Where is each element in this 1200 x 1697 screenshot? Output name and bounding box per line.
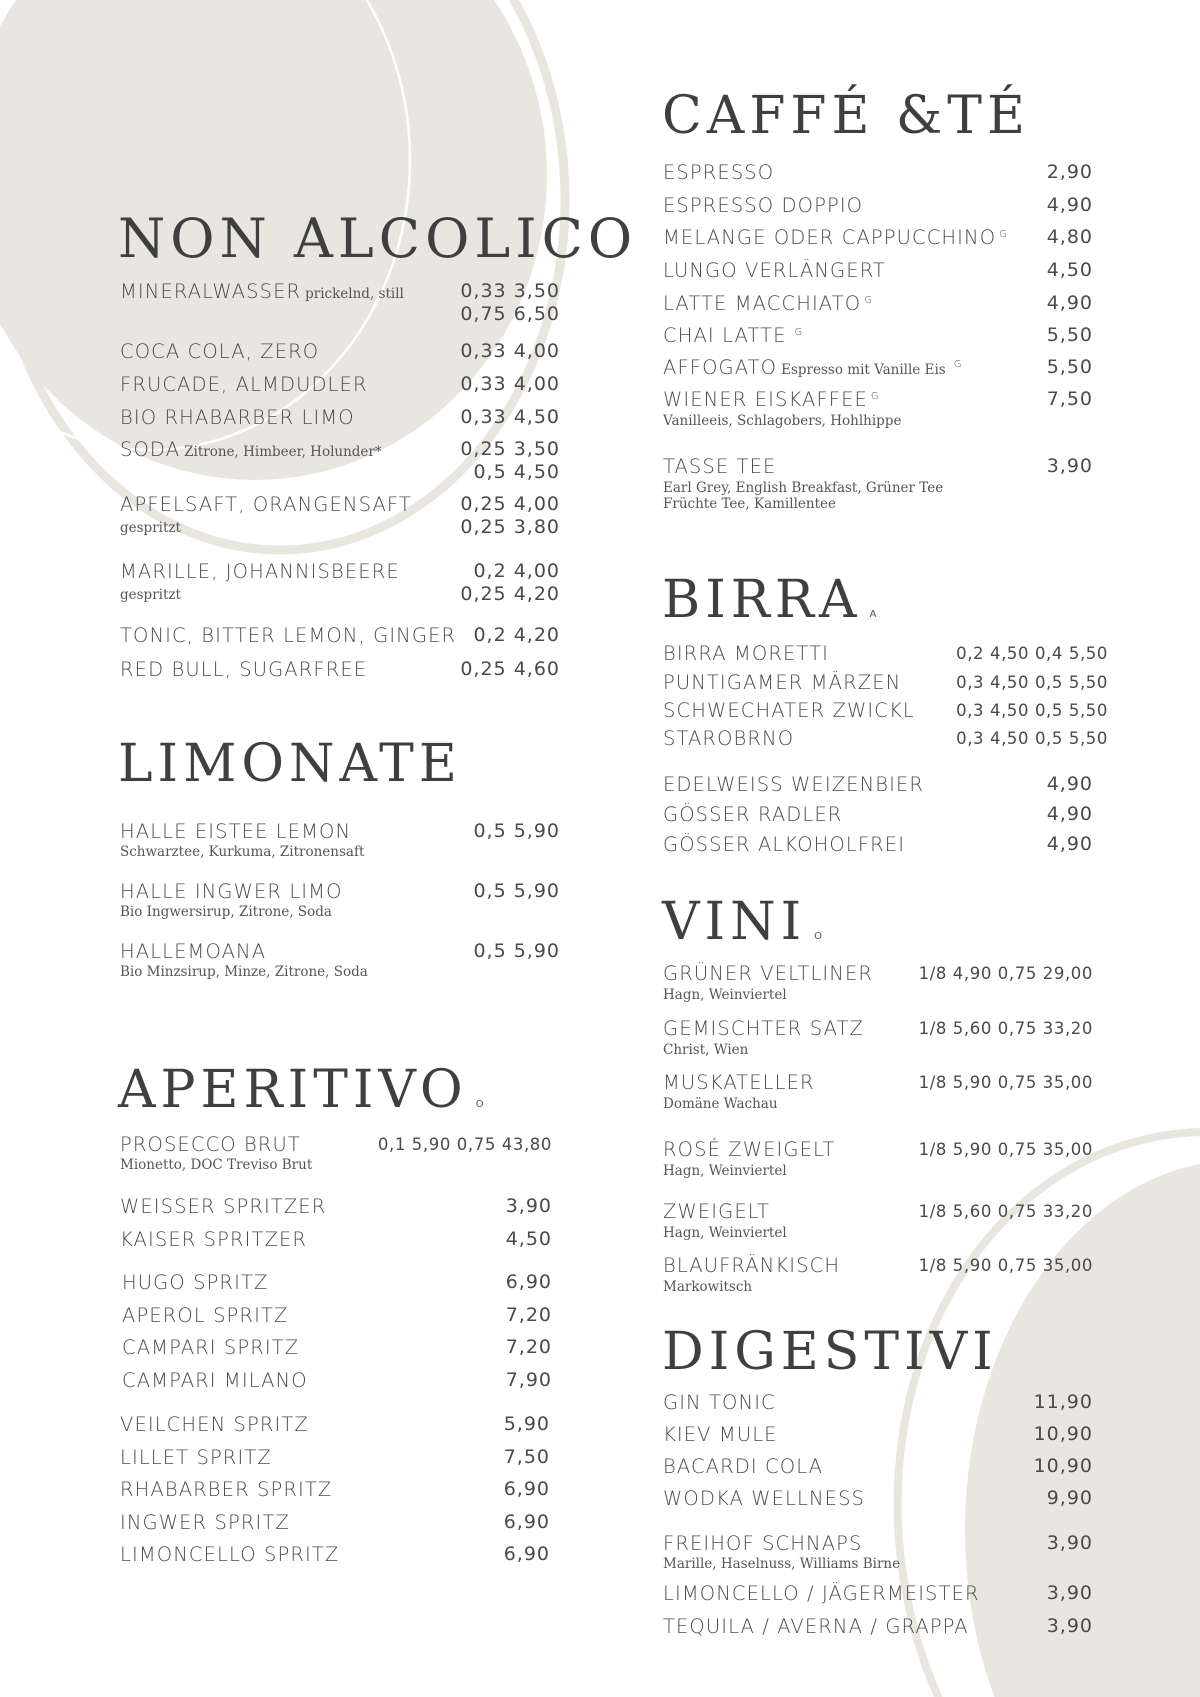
item-price: 4,80 [1046, 226, 1093, 248]
section-title-aperitivo: APERITIVO O [118, 1060, 484, 1120]
item-price: 4,50 [1046, 259, 1093, 281]
menu-item [120, 1511, 550, 1535]
item-price: 11,90 [1033, 1391, 1093, 1413]
menu-item [663, 1532, 1093, 1576]
item-description: gespritzt [120, 520, 181, 536]
item-name: TONIC, BITTER LEMON, GINGER [120, 624, 457, 647]
item-name: AFFOGATO Espresso mit Vanille Eis $^G$ [663, 356, 962, 379]
menu-item [122, 1304, 552, 1328]
menu-item [120, 438, 560, 486]
menu-item [663, 1615, 1093, 1639]
menu-item [120, 280, 560, 328]
menu-item [122, 1369, 552, 1393]
item-description: Earl Grey, English Breakfast, Grüner Tee [663, 480, 944, 496]
item-name: KIEV MULE [663, 1423, 778, 1446]
item-price: 6,90 [503, 1511, 550, 1533]
item-price: 7,50 [503, 1446, 550, 1468]
item-description: Markowitsch [663, 1279, 753, 1295]
item-name: SODA Zitrone, Himbeer, Holunder* [120, 438, 382, 461]
item-price: 0,5 5,90 [473, 940, 560, 962]
item-description: Mionetto, DOC Treviso Brut [120, 1157, 313, 1173]
item-price: 0,3 4,50 0,5 5,50 [956, 729, 1108, 748]
item-note: Espresso mit Vanille Eis [781, 362, 946, 378]
item-description: gespritzt [120, 587, 181, 603]
item-price: 0,33 4,50 [460, 406, 560, 428]
item-price: 4,90 [1046, 803, 1093, 825]
item-description: Domäne Wachau [663, 1096, 778, 1112]
menu-item [663, 1455, 1093, 1479]
menu-item [663, 1254, 1093, 1298]
item-price: 1/8 5,90 0,75 35,00 [918, 1073, 1093, 1092]
item-price: 4,90 [1046, 833, 1093, 855]
menu-item [120, 406, 560, 430]
menu-item [663, 803, 1093, 827]
item-price: 3,90 [1046, 1582, 1093, 1604]
item-price: 0,3 4,50 0,5 5,50 [956, 673, 1108, 692]
item-price: 4,50 [505, 1228, 552, 1250]
menu-item [663, 324, 1093, 348]
item-name: APFELSAFT, ORANGENSAFT [120, 493, 412, 516]
item-price: 0,25 4,60 [460, 658, 560, 680]
item-name: BACARDI COLA [663, 1455, 824, 1478]
menu-item [663, 773, 1093, 797]
menu-item [663, 356, 1093, 380]
item-price: 7,20 [505, 1304, 552, 1326]
item-name: GÖSSER RADLER [663, 803, 843, 826]
item-price: 0,1 5,90 0,75 43,80 [377, 1135, 552, 1154]
item-name: SCHWECHATER ZWICKL [663, 699, 915, 722]
allergen-mark: G [953, 358, 962, 370]
item-price: 0,5 5,90 [473, 820, 560, 842]
item-name: ZWEIGELT [663, 1200, 771, 1223]
section-title-digestivi: DIGESTIVI [662, 1322, 998, 1382]
item-name: HALLE INGWER LIMO [120, 880, 343, 903]
menu-item [663, 699, 1108, 723]
item-price: 6,90 [503, 1478, 550, 1500]
allergen-mark: G [794, 326, 803, 338]
menu-item [120, 658, 560, 682]
item-name: WIENER EISKAFFEE $^G$ [663, 388, 879, 411]
menu-item [120, 880, 560, 924]
item-price: 5,90 [503, 1413, 550, 1435]
item-price: 5,50 [1046, 356, 1093, 378]
item-price: 0,33 4,00 [460, 373, 560, 395]
item-price: 3,90 [1046, 1615, 1093, 1637]
item-price: 1/8 4,90 0,75 29,00 [918, 964, 1093, 983]
menu-item [120, 820, 560, 864]
item-price: 0,2 4,20 [473, 624, 560, 646]
item-description: Bio Ingwersirup, Zitrone, Soda [120, 904, 332, 920]
menu-item [663, 226, 1093, 250]
item-name: GIN TONIC [663, 1391, 776, 1414]
item-price: 1/8 5,60 0,75 33,20 [918, 1202, 1093, 1221]
item-price: 1/8 5,90 0,75 35,00 [918, 1256, 1093, 1275]
item-name: BIO RHABARBER LIMO [120, 406, 355, 429]
menu-item [120, 1413, 550, 1437]
menu-item [120, 373, 560, 397]
item-name: STAROBRNO [663, 727, 795, 750]
menu-item [663, 1071, 1093, 1115]
menu-item [663, 161, 1093, 185]
allergen-mark: O [475, 1099, 484, 1110]
item-name: HALLEMOANA [120, 940, 267, 963]
item-name: MELANGE ODER CAPPUCCHINO $^G$ [663, 226, 1007, 249]
item-price: 0,25 3,50 0,5 4,50 [460, 438, 560, 483]
menu-item [120, 493, 560, 541]
menu-item [120, 1446, 550, 1470]
item-price: 1/8 5,60 0,75 33,20 [918, 1019, 1093, 1038]
item-price: 1/8 5,90 0,75 35,00 [918, 1140, 1093, 1159]
menu-item [663, 259, 1093, 283]
menu-item [663, 1017, 1093, 1061]
item-name: CAMPARI MILANO [122, 1369, 308, 1392]
item-price: 4,90 [1046, 773, 1093, 795]
item-name: PROSECCO BRUT [120, 1133, 301, 1156]
menu-item [663, 388, 1093, 432]
menu-item [122, 1271, 552, 1295]
item-price: 10,90 [1033, 1423, 1093, 1445]
menu-item [120, 624, 560, 648]
item-name: CAMPARI SPRITZ [122, 1336, 300, 1359]
item-name: INGWER SPRITZ [120, 1511, 290, 1534]
item-name: WEISSER SPRITZER [120, 1195, 327, 1218]
menu-item [663, 671, 1108, 695]
item-description: Früchte Tee, Kamillentee [663, 496, 836, 512]
item-name: PUNTIGAMER MÄRZEN [663, 671, 902, 694]
item-name: BIRRA MORETTI [663, 642, 829, 665]
item-name: APEROL SPRITZ [122, 1304, 289, 1327]
menu-item [663, 727, 1108, 751]
item-price: 0,33 4,00 [460, 340, 560, 362]
item-name: FRUCADE, ALMDUDLER [120, 373, 368, 396]
menu-item [120, 1478, 550, 1502]
item-name: GEMISCHTER SATZ [663, 1017, 864, 1040]
section-title-vini: VINI O [662, 892, 823, 952]
allergen-mark: A [869, 609, 877, 620]
item-description: Christ, Wien [663, 1042, 749, 1058]
item-name: HALLE EISTEE LEMON [120, 820, 352, 843]
item-price: 4,90 [1046, 292, 1093, 314]
menu-item [120, 1228, 552, 1252]
menu-item [663, 1200, 1093, 1244]
item-price: 9,90 [1046, 1487, 1093, 1509]
item-description: Hagn, Weinviertel [663, 987, 787, 1003]
section-title-limonate: LIMONATE [118, 734, 462, 794]
menu-item [663, 962, 1093, 1006]
item-name: COCA COLA, ZERO [120, 340, 320, 363]
menu-item [663, 1487, 1093, 1511]
section-title-birra: BIRRA A [662, 570, 877, 630]
menu-item [120, 1543, 550, 1567]
item-name: LUNGO VERLÄNGERT [663, 259, 886, 282]
item-price: 6,90 [505, 1271, 552, 1293]
item-name: TASSE TEE [663, 455, 777, 478]
menu-item [120, 1133, 552, 1177]
menu-item [663, 1423, 1093, 1447]
menu-item [663, 1391, 1093, 1415]
allergen-mark: O [814, 931, 823, 942]
item-name: ESPRESSO DOPPIO [663, 194, 864, 217]
item-name: LIMONCELLO / JÄGERMEISTER [663, 1582, 980, 1605]
item-price: 0,2 4,50 0,4 5,50 [956, 644, 1108, 663]
item-price: 3,90 [1046, 1532, 1093, 1554]
item-name: GÖSSER ALKOHOLFREI [663, 833, 906, 856]
item-name: ESPRESSO [663, 161, 775, 184]
menu-item [120, 560, 560, 608]
item-name: LATTE MACCHIATO $^G$ [663, 292, 872, 315]
item-price: 0,25 4,00 0,25 3,80 [460, 493, 560, 538]
item-name: LIMONCELLO SPRITZ [120, 1543, 340, 1566]
item-price: 0,2 4,00 0,25 4,20 [460, 560, 560, 605]
item-description: Schwarztee, Kurkuma, Zitronensaft [120, 844, 365, 860]
menu-item [120, 1195, 552, 1219]
section-title-non-alcolico: NON ALCOLICO [118, 207, 638, 270]
item-price: 0,3 4,50 0,5 5,50 [956, 701, 1108, 720]
item-note: Zitrone, Himbeer, Holunder* [184, 444, 382, 460]
item-description: Vanilleeis, Schlagobers, Hohlhippe [663, 413, 902, 429]
item-name: HUGO SPRITZ [122, 1271, 269, 1294]
menu-item [663, 833, 1093, 857]
item-name: RHABARBER SPRITZ [120, 1478, 333, 1501]
section-title-caffe-te: CAFFÉ &TÉ [662, 86, 1030, 146]
menu-item [663, 1582, 1093, 1606]
item-name: EDELWEISS WEIZENBIER [663, 773, 925, 796]
menu-item [120, 940, 560, 984]
item-description: Hagn, Weinviertel [663, 1163, 787, 1179]
menu-item [663, 292, 1093, 316]
item-name: CHAI LATTE $^G$ [663, 324, 803, 347]
item-name: MINERALWASSER prickelnd, still [120, 280, 404, 303]
item-price: 0,33 3,50 0,75 6,50 [460, 280, 560, 325]
menu-item [120, 340, 560, 364]
menu-item [663, 194, 1093, 218]
item-price: 0,5 5,90 [473, 880, 560, 902]
item-name: LILLET SPRITZ [120, 1446, 272, 1469]
item-description: Bio Minzsirup, Minze, Zitrone, Soda [120, 964, 368, 980]
item-name: TEQUILA / AVERNA / GRAPPA [663, 1615, 969, 1638]
item-name: MUSKATELLER [663, 1071, 815, 1094]
item-note: prickelnd, still [305, 286, 404, 302]
item-price: 3,90 [1046, 455, 1093, 477]
item-price: 4,90 [1046, 194, 1093, 216]
item-price: 7,90 [505, 1369, 552, 1391]
item-price: 10,90 [1033, 1455, 1093, 1477]
allergen-mark: G [864, 294, 872, 306]
item-price: 6,90 [503, 1543, 550, 1565]
menu-item [663, 642, 1108, 666]
item-name: KAISER SPRITZER [120, 1228, 308, 1251]
item-price: 5,50 [1046, 324, 1093, 346]
item-name: WODKA WELLNESS [663, 1487, 866, 1510]
item-name: VEILCHEN SPRITZ [120, 1413, 309, 1436]
item-name: RED BULL, SUGARFREE [120, 658, 368, 681]
item-name: FREIHOF SCHNAPS [663, 1532, 863, 1555]
item-price: 3,90 [505, 1195, 552, 1217]
item-name: GRÜNER VELTLINER [663, 962, 874, 985]
item-description: Marille, Haselnuss, Williams Birne [663, 1556, 901, 1572]
allergen-mark: G [870, 390, 879, 402]
item-description: Hagn, Weinviertel [663, 1225, 787, 1241]
item-price: 7,50 [1046, 388, 1093, 410]
menu-item [663, 1138, 1093, 1182]
item-name: ROSÉ ZWEIGELT [663, 1138, 836, 1161]
item-price: 2,90 [1046, 161, 1093, 183]
menu-item [122, 1336, 552, 1360]
item-price: 7,20 [505, 1336, 552, 1358]
menu-item [663, 455, 1093, 519]
item-name: BLAUFRÄNKISCH [663, 1254, 841, 1277]
item-name: MARILLE, JOHANNISBEERE [120, 560, 400, 583]
allergen-mark: G [999, 228, 1007, 240]
